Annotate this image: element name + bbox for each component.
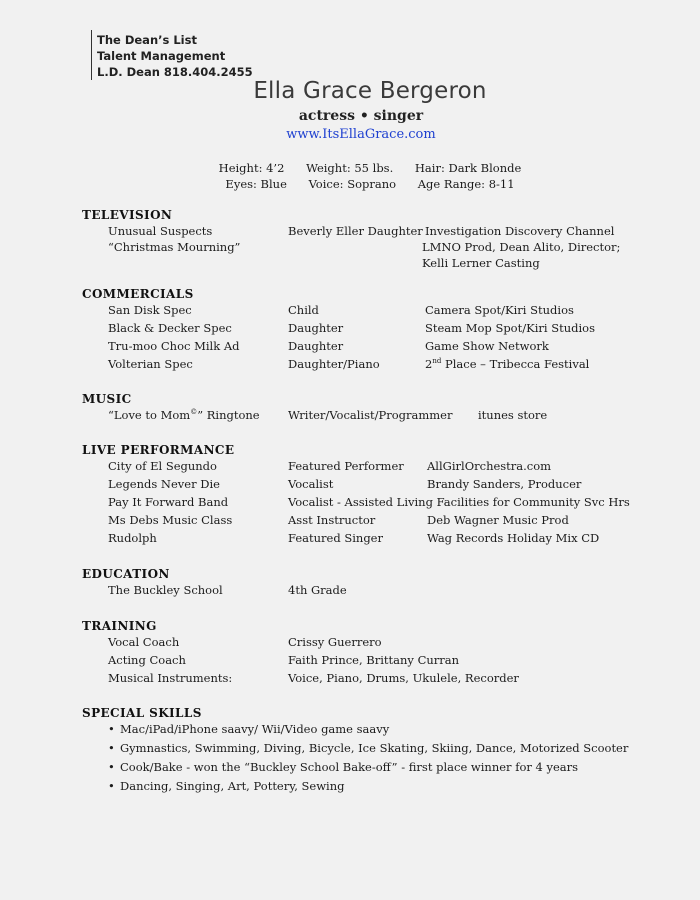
skill-item	[108, 740, 628, 757]
credit-title: Ms Debs Music Class	[108, 513, 233, 527]
skill-text: Mac/iPad/iPhone saavy/ Wii/Video game saavy	[120, 722, 390, 736]
training-label: Musical Instruments:	[108, 671, 233, 685]
training-value: Voice, Piano, Drums, Ukulele, Recorder	[288, 671, 519, 685]
credit-title: San Disk Spec	[108, 303, 192, 317]
copyright-mark: ©	[190, 408, 198, 416]
credit-row	[0, 407, 700, 424]
credit-company: Kelli Lerner Casting	[422, 256, 540, 270]
credit-title: Legends Never Die	[108, 477, 220, 491]
credit-title: City of El Segundo	[108, 459, 217, 473]
credit-row	[0, 223, 700, 240]
section-heading-music: MUSIC	[82, 392, 132, 406]
agency-divider	[91, 30, 92, 80]
agency-block	[97, 32, 253, 80]
education-row	[0, 582, 700, 599]
bullet-icon: •	[108, 741, 115, 755]
credit-company: Investigation Discovery Channel	[425, 224, 615, 238]
credit-role: Featured Performer	[288, 459, 404, 473]
credit-company: Wag Records Holiday Mix CD	[427, 531, 600, 545]
credit-company: AllGirlOrchestra.com	[427, 459, 552, 473]
credit-company: Brandy Sanders, Producer	[427, 477, 582, 491]
credit-title: Pay It Forward Band	[108, 495, 229, 509]
credit-row	[0, 338, 700, 355]
performer-roles: actress • singer	[298, 108, 424, 124]
placement-number: 2	[425, 357, 433, 371]
credit-company	[425, 356, 589, 373]
section-heading-live-performance: LIVE PERFORMANCE	[82, 443, 235, 457]
stat-eyes: Eyes: Blue	[225, 177, 287, 191]
credit-row	[0, 255, 700, 272]
section-heading-education: EDUCATION	[82, 567, 170, 581]
credit-row	[0, 458, 700, 475]
credit-row	[0, 239, 700, 256]
training-label: Acting Coach	[108, 653, 186, 667]
placement-text: Place – Tribecca Festival	[441, 357, 590, 371]
credit-role: Daughter/Piano	[288, 357, 380, 371]
skill-text: Dancing, Singing, Art, Pottery, Sewing	[120, 779, 345, 793]
training-row	[0, 634, 700, 651]
credit-role: Vocalist - Assisted Living Facilities for Community Svc Hrs	[288, 495, 630, 509]
credit-role: Vocalist	[288, 477, 334, 491]
grade-level: 4th Grade	[288, 583, 347, 597]
bullet-icon: •	[108, 779, 115, 793]
credit-role: Writer/Vocalist/Programmer	[288, 408, 453, 422]
credit-company: itunes store	[478, 408, 548, 422]
agency-name: The Dean’s List	[97, 33, 197, 47]
skill-text: Cook/Bake - won the “Buckley School Bake-off” - first place winner for 4 years	[120, 760, 579, 774]
bullet-icon: •	[108, 722, 115, 736]
training-value: Crissy Guerrero	[288, 635, 382, 649]
stat-height: Height: 4’2	[218, 161, 285, 175]
stats-line-1	[0, 161, 700, 175]
credit-row	[0, 494, 700, 511]
credit-role: Featured Singer	[288, 531, 383, 545]
credit-row	[0, 476, 700, 493]
skill-item	[108, 721, 389, 738]
credit-role: Daughter	[288, 321, 344, 335]
training-label: Vocal Coach	[108, 635, 180, 649]
section-heading-training: TRAINING	[82, 619, 157, 633]
performer-name: Ella Grace Bergeron	[253, 78, 487, 104]
credit-company: LMNO Prod, Dean Alito, Director;	[422, 240, 621, 254]
stat-voice: Voice: Soprano	[308, 177, 397, 191]
skill-item	[108, 778, 345, 795]
credit-title: Volterian Spec	[108, 357, 193, 371]
skill-text: Gymnastics, Swimming, Diving, Bicycle, Ice Skating, Skiing, Dance, Motorized Scooter	[120, 741, 629, 755]
school-name: The Buckley School	[108, 583, 223, 597]
agency-contact: L.D. Dean 818.404.2455	[97, 65, 253, 79]
credit-company: Steam Mop Spot/Kiri Studios	[425, 321, 595, 335]
music-title-start: “Love to Mom	[108, 408, 191, 422]
music-title-end: ” Ringtone	[197, 408, 260, 422]
credit-role: Beverly Eller Daughter	[288, 224, 423, 238]
stat-weight: Weight: 55 lbs.	[306, 161, 394, 175]
bullet-icon: •	[108, 760, 115, 774]
credit-role: Daughter	[288, 339, 344, 353]
stats-line-2	[0, 177, 700, 191]
section-heading-television: TELEVISION	[82, 208, 173, 222]
agency-division: Talent Management	[97, 49, 226, 63]
credit-title: Black & Decker Spec	[108, 321, 232, 335]
section-heading-special-skills: SPECIAL SKILLS	[82, 706, 202, 720]
credit-row	[0, 320, 700, 337]
credit-title: Tru-moo Choc Milk Ad	[108, 339, 240, 353]
placement-suffix: nd	[432, 357, 442, 365]
stat-age: Age Range: 8-11	[417, 177, 515, 191]
credit-role: Child	[288, 303, 319, 317]
credit-row	[0, 356, 700, 373]
credit-row	[0, 530, 700, 547]
stat-hair: Hair: Dark Blonde	[414, 161, 522, 175]
credit-company: Camera Spot/Kiri Studios	[425, 303, 574, 317]
credit-title	[108, 407, 260, 424]
credit-role: Asst Instructor	[288, 513, 376, 527]
training-row	[0, 670, 700, 687]
credit-row	[0, 512, 700, 529]
website-link[interactable]: www.ItsEllaGrace.com	[286, 127, 436, 142]
credit-row	[0, 302, 700, 319]
credit-company: Deb Wagner Music Prod	[427, 513, 569, 527]
credit-company: Game Show Network	[425, 339, 549, 353]
section-heading-commercials: COMMERCIALS	[82, 287, 194, 301]
skill-item	[108, 759, 578, 776]
credit-title: “Christmas Mourning”	[108, 240, 241, 254]
training-value: Faith Prince, Brittany Curran	[288, 653, 460, 667]
credit-title: Rudolph	[108, 531, 157, 545]
training-row	[0, 652, 700, 669]
credit-title: Unusual Suspects	[108, 224, 213, 238]
